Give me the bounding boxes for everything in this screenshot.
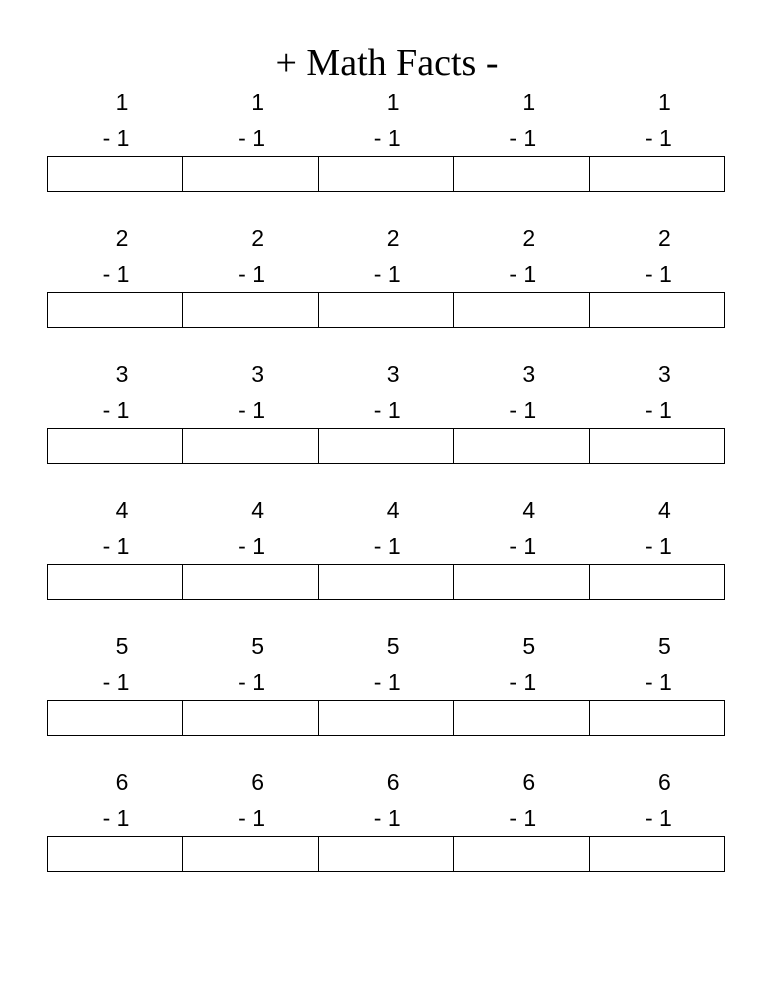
- minuend: 4: [115, 497, 129, 523]
- minuend: 1: [251, 89, 264, 115]
- answer-row: [47, 428, 725, 464]
- answer-box[interactable]: [48, 157, 183, 191]
- subtraction-problem: [318, 358, 454, 428]
- subtrahend: - 1: [509, 261, 537, 287]
- subtrahend: - 1: [373, 805, 401, 831]
- subtrahend: - 1: [644, 805, 672, 831]
- subtraction-problem: [47, 222, 183, 292]
- subtrahend: - 1: [238, 533, 266, 559]
- answer-box[interactable]: [48, 565, 183, 599]
- problem-group: [47, 494, 725, 630]
- problem-group: [47, 86, 725, 222]
- minuend: 1: [522, 89, 536, 115]
- subtrahend: - 1: [373, 125, 401, 151]
- answer-row: [47, 292, 725, 328]
- subtraction-problem: [183, 766, 319, 836]
- subtrahend: - 1: [102, 125, 130, 151]
- minuend: 6: [115, 769, 129, 795]
- problem-row: [47, 86, 725, 156]
- minuend: 5: [657, 633, 671, 659]
- minuend: 5: [386, 633, 400, 659]
- answer-box[interactable]: [319, 157, 454, 191]
- subtrahend: - 1: [644, 397, 672, 423]
- subtraction-problem: [183, 358, 319, 428]
- subtrahend: - 1: [238, 397, 266, 423]
- answer-box[interactable]: [48, 701, 183, 735]
- answer-row: [47, 564, 725, 600]
- subtraction-problem: [183, 630, 319, 700]
- minuend: 3: [657, 361, 671, 387]
- problem-group: [47, 630, 725, 766]
- subtraction-problem: [183, 86, 319, 156]
- problem-row: [47, 766, 725, 836]
- answer-box[interactable]: [183, 565, 318, 599]
- minuend: 1: [386, 89, 400, 115]
- answer-box[interactable]: [454, 293, 589, 327]
- answer-box[interactable]: [183, 157, 318, 191]
- minuend: 6: [251, 769, 264, 795]
- subtrahend: - 1: [373, 397, 401, 423]
- answer-box[interactable]: [590, 837, 724, 871]
- subtrahend: - 1: [644, 533, 672, 559]
- problem-row: [47, 222, 725, 292]
- subtraction-problem: [47, 494, 183, 564]
- minuend: 3: [251, 361, 264, 387]
- minuend: 1: [115, 89, 129, 115]
- answer-box[interactable]: [183, 701, 318, 735]
- minuend: 3: [522, 361, 536, 387]
- answer-box[interactable]: [454, 837, 589, 871]
- minuend: 6: [386, 769, 400, 795]
- subtraction-problem: [47, 630, 183, 700]
- subtraction-problem: [183, 494, 319, 564]
- subtraction-problem: [47, 358, 183, 428]
- subtraction-problem: [454, 766, 590, 836]
- answer-box[interactable]: [454, 565, 589, 599]
- minuend: 5: [522, 633, 536, 659]
- subtrahend: - 1: [102, 261, 130, 287]
- answer-box[interactable]: [48, 837, 183, 871]
- subtraction-problem: [454, 494, 590, 564]
- problem-row: [47, 630, 725, 700]
- subtraction-problem: [589, 222, 725, 292]
- problem-group: [47, 358, 725, 494]
- minuend: 2: [386, 225, 400, 251]
- problem-group: [47, 766, 725, 902]
- subtrahend: - 1: [238, 261, 266, 287]
- subtraction-problem: [454, 358, 590, 428]
- subtrahend: - 1: [644, 261, 672, 287]
- answer-box[interactable]: [319, 293, 454, 327]
- minuend: 6: [522, 769, 536, 795]
- subtraction-problem: [454, 86, 590, 156]
- answer-box[interactable]: [454, 429, 589, 463]
- answer-row: [47, 836, 725, 872]
- subtrahend: - 1: [373, 533, 401, 559]
- subtrahend: - 1: [509, 805, 537, 831]
- subtrahend: - 1: [238, 805, 266, 831]
- answer-box[interactable]: [590, 293, 724, 327]
- page-title: + Math Facts -: [275, 42, 499, 84]
- minuend: 1: [657, 89, 671, 115]
- subtraction-problem: [318, 630, 454, 700]
- subtraction-problem: [318, 766, 454, 836]
- problem-row: [47, 358, 725, 428]
- subtrahend: - 1: [373, 261, 401, 287]
- answer-box[interactable]: [590, 565, 724, 599]
- answer-box[interactable]: [319, 701, 454, 735]
- minuend: 4: [522, 497, 536, 523]
- answer-box[interactable]: [48, 293, 183, 327]
- subtrahend: - 1: [644, 125, 672, 151]
- subtrahend: - 1: [644, 669, 672, 695]
- subtrahend: - 1: [238, 125, 266, 151]
- minuend: 4: [251, 497, 264, 523]
- subtrahend: - 1: [509, 669, 537, 695]
- subtraction-problem: [318, 222, 454, 292]
- minuend: 2: [657, 225, 671, 251]
- answer-box[interactable]: [183, 837, 318, 871]
- answer-box[interactable]: [319, 565, 454, 599]
- worksheet: [47, 86, 725, 902]
- subtraction-problem: [183, 222, 319, 292]
- subtrahend: - 1: [102, 397, 130, 423]
- subtrahend: - 1: [102, 533, 130, 559]
- minuend: 2: [522, 225, 536, 251]
- minuend: 4: [657, 497, 671, 523]
- subtrahend: - 1: [102, 669, 130, 695]
- subtraction-problem: [47, 86, 183, 156]
- subtraction-problem: [589, 358, 725, 428]
- answer-box[interactable]: [454, 701, 589, 735]
- subtrahend: - 1: [509, 397, 537, 423]
- subtrahend: - 1: [509, 533, 537, 559]
- answer-row: [47, 700, 725, 736]
- answer-box[interactable]: [48, 429, 183, 463]
- answer-box[interactable]: [454, 157, 589, 191]
- minuend: 3: [115, 361, 129, 387]
- subtraction-problem: [47, 766, 183, 836]
- answer-box[interactable]: [183, 293, 318, 327]
- subtraction-problem: [589, 766, 725, 836]
- subtrahend: - 1: [102, 805, 130, 831]
- minuend: 5: [115, 633, 129, 659]
- subtrahend: - 1: [509, 125, 537, 151]
- problem-group: [47, 222, 725, 358]
- answer-box[interactable]: [319, 837, 454, 871]
- subtrahend: - 1: [238, 669, 266, 695]
- minuend: 3: [386, 361, 400, 387]
- subtraction-problem: [589, 494, 725, 564]
- subtraction-problem: [454, 222, 590, 292]
- subtraction-problem: [589, 630, 725, 700]
- minuend: 2: [115, 225, 129, 251]
- answer-box[interactable]: [590, 429, 724, 463]
- problem-row: [47, 494, 725, 564]
- minuend: 4: [386, 497, 400, 523]
- answer-box[interactable]: [590, 157, 724, 191]
- subtraction-problem: [318, 494, 454, 564]
- answer-row: [47, 156, 725, 192]
- minuend: 6: [657, 769, 671, 795]
- subtraction-problem: [454, 630, 590, 700]
- minuend: 5: [251, 633, 264, 659]
- subtraction-problem: [589, 86, 725, 156]
- subtrahend: - 1: [373, 669, 401, 695]
- minuend: 2: [251, 225, 264, 251]
- answer-box[interactable]: [590, 701, 724, 735]
- subtraction-problem: [318, 86, 454, 156]
- answer-box[interactable]: [183, 429, 318, 463]
- answer-box[interactable]: [319, 429, 454, 463]
